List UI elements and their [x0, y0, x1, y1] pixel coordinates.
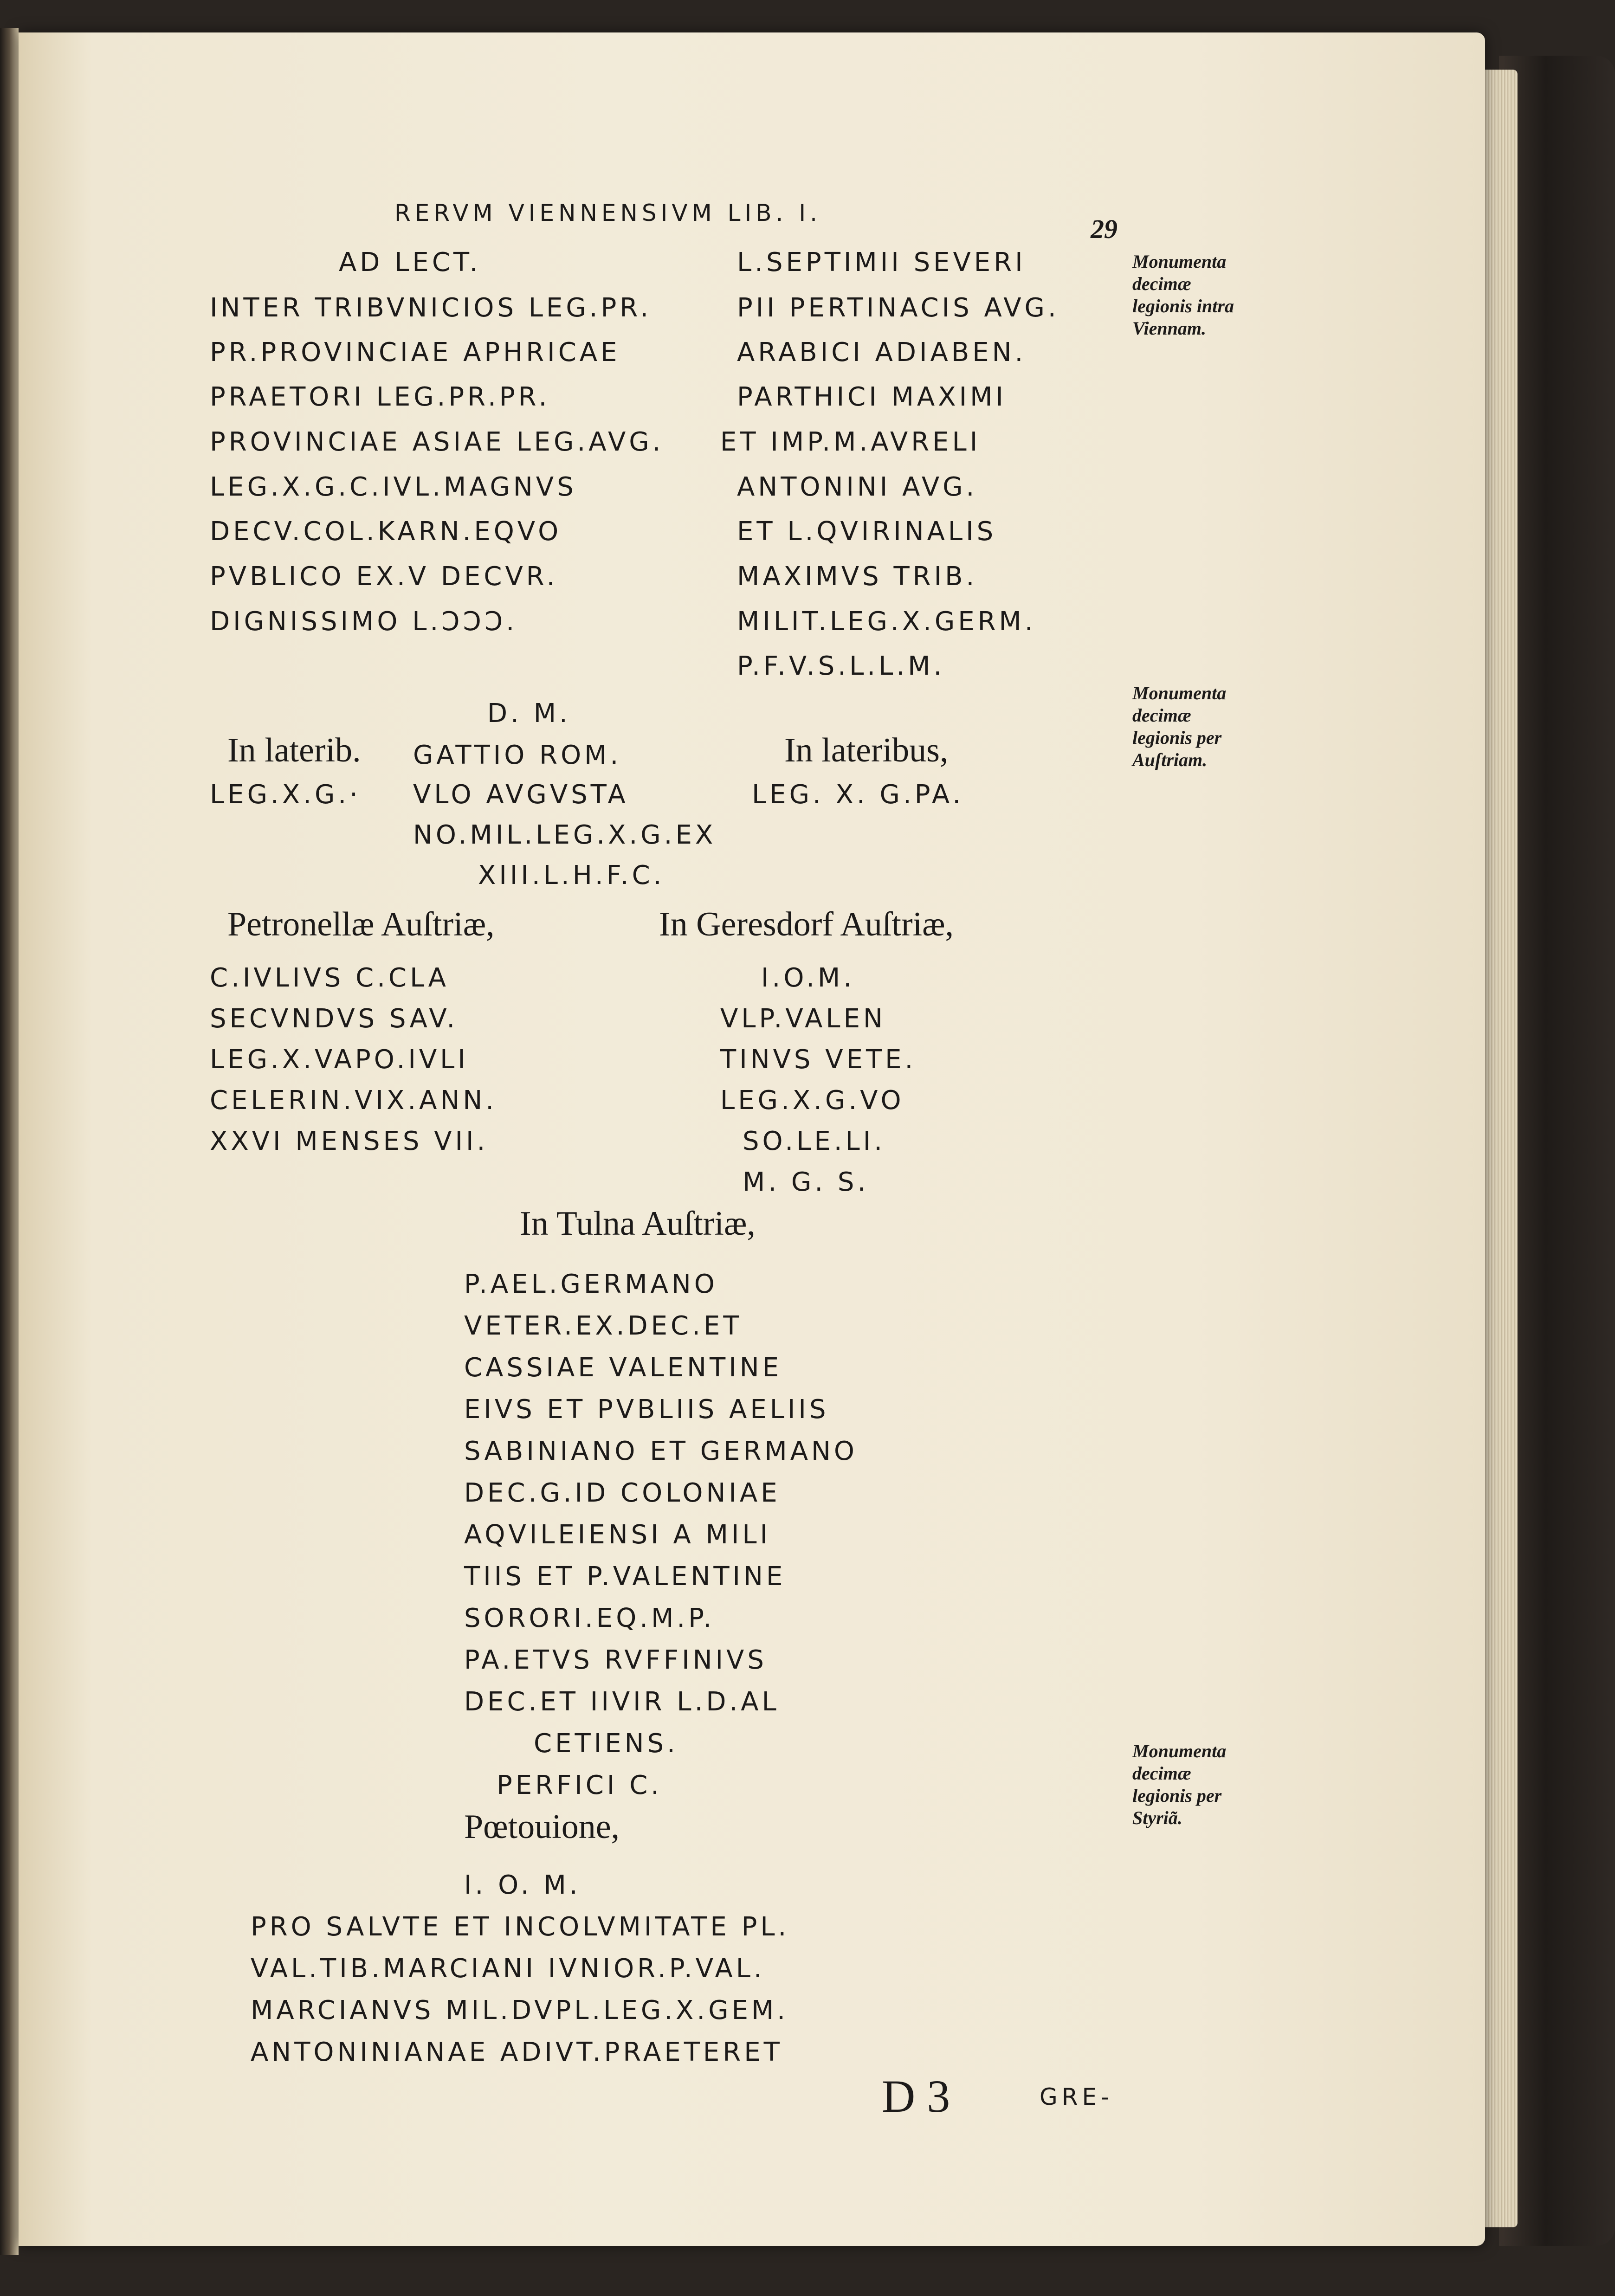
inscription-1-right-line: ET L.QVIRINALIS: [737, 516, 997, 547]
geresdorf-line: VLP.VALEN: [720, 1004, 886, 1034]
tulna-line: PERFICI C.: [497, 1770, 663, 1800]
poetovione-heading: Pœtouione,: [464, 1808, 620, 1846]
geresdorf-line: M. G. S.: [743, 1167, 869, 1197]
tulna-heading: In Tulna Auſtriæ,: [520, 1205, 756, 1243]
tulna-line: DEC.ET IIVIR L.D.AL: [464, 1687, 780, 1717]
catchword: GRE-: [1040, 2083, 1114, 2110]
poetovione-line: PRO SALVTE ET INCOLVMITATE PL.: [251, 1912, 790, 1942]
signature-mark: D 3: [882, 2070, 950, 2122]
inscription-1-right-line: P.F.V.S.L.L.M.: [737, 651, 945, 681]
tulna-line: CETIENS.: [534, 1728, 678, 1759]
petronell-line: C.IVLIVS C.CLA: [210, 963, 449, 993]
inscription-1-left-line: PROVINCIAE ASIAE LEG.AVG.: [210, 427, 664, 457]
poetovione-line: MARCIANVS MIL.DVPL.LEG.X.GEM.: [251, 1995, 789, 2025]
petronell-heading: Petronellæ Auſtriæ,: [227, 905, 495, 943]
geresdorf-line: TINVS VETE.: [720, 1045, 917, 1075]
folio-number: 29: [1091, 214, 1118, 244]
inscription-1-right-line: PARTHICI MAXIMI: [737, 382, 1007, 412]
margin-note: Monumenta decimæ legionis intra Viennam.: [1132, 251, 1234, 339]
tulna-line: CASSIAE VALENTINE: [464, 1353, 782, 1383]
inscription-1-left-line: PVBLICO EX.V DECVR.: [210, 561, 558, 592]
poetovione-line: I. O. M.: [464, 1870, 581, 1900]
tulna-line: DEC.G.ID COLONIAE: [464, 1478, 781, 1508]
in-lateribus-right-text: LEG. X. G.PA.: [752, 780, 964, 810]
inscription-2-center-line: NO.MIL.LEG.X.G.EX: [413, 820, 717, 850]
petronell-line: LEG.X.VAPO.IVLI: [210, 1045, 469, 1075]
inscription-2-center-line: VLO AVGVSTA: [413, 780, 629, 810]
inscription-1-left-line: LEG.X.G.C.IVL.MAGNVS: [210, 472, 577, 502]
poetovione-line: VAL.TIB.MARCIANI IVNIOR.P.VAL.: [251, 1954, 765, 1984]
inscription-2-center-line: XIII.L.H.F.C.: [478, 860, 665, 890]
in-lateribus-right-heading: In lateribus,: [784, 731, 949, 769]
inscription-1-right-line: PII PERTINACIS AVG.: [737, 293, 1059, 323]
tulna-line: SORORI.EQ.M.P.: [464, 1603, 715, 1633]
tulna-line: EIVS ET PVBLIIS AELIIS: [464, 1394, 829, 1425]
geresdorf-line: SO.LE.LI.: [743, 1126, 886, 1156]
left-page-edge: [0, 28, 19, 2255]
tulna-line: TIIS ET P.VALENTINE: [464, 1561, 786, 1592]
running-head: RERVM VIENNENSIVM LIB. I.: [394, 200, 821, 226]
inscription-1-right-line: ARABICI ADIABEN.: [737, 337, 1027, 368]
inscription-1-left-line: DECV.COL.KARN.EQVO: [210, 516, 562, 547]
inscription-1-left-line: PRAETORI LEG.PR.PR.: [210, 382, 550, 412]
tulna-line: SABINIANO ET GERMANO: [464, 1436, 858, 1466]
geresdorf-line: I.O.M.: [761, 963, 855, 993]
margin-note: Monumenta decimæ legionis per Auſtriam.: [1132, 683, 1227, 770]
inscription-1-left-line: PR.PROVINCIAE APHRICAE: [210, 337, 620, 368]
inscription-1-right-line: ANTONINI AVG.: [737, 472, 978, 502]
inscription-2-center-line: GATTIO ROM.: [413, 740, 622, 770]
inscription-1-right-line: L.SEPTIMII SEVERI: [737, 247, 1026, 277]
inscription-1-left-line: INTER TRIBVNICIOS LEG.PR.: [210, 293, 652, 323]
inscription-1-left-line: AD LECT.: [339, 247, 481, 277]
in-lateribus-left-heading: In laterib.: [227, 731, 361, 769]
poetovione-line: ANTONINIANAE ADIVT.PRAETERET: [251, 2037, 783, 2067]
inscription-1-right-line: MILIT.LEG.X.GERM.: [737, 606, 1036, 637]
inscription-1-right-line: ET IMP.M.AVRELI: [720, 427, 981, 457]
petronell-line: CELERIN.VIX.ANN.: [210, 1085, 497, 1116]
geresdorf-heading: In Geresdorf Auſtriæ,: [659, 905, 954, 943]
petronell-line: SECVNDVS SAV.: [210, 1004, 459, 1034]
tulna-line: PA.ETVS RVFFINIVS: [464, 1645, 767, 1675]
petronell-line: XXVI MENSES VII.: [210, 1126, 489, 1156]
tulna-line: AQVILEIENSI A MILI: [464, 1520, 771, 1550]
in-lateribus-left-text: LEG.X.G.·: [210, 780, 361, 810]
inscription-2-center-line: D. M.: [487, 698, 571, 729]
margin-note: Monumenta decimæ legionis per Styriã.: [1132, 1741, 1227, 1828]
tulna-line: P.AEL.GERMANO: [464, 1269, 718, 1299]
inscription-1-left-line: DIGNISSIMO L.ƆƆƆ.: [210, 606, 518, 637]
geresdorf-line: LEG.X.G.VO: [720, 1085, 904, 1116]
tulna-line: VETER.EX.DEC.ET: [464, 1311, 743, 1341]
book-page: [19, 32, 1485, 2246]
inscription-1-right-line: MAXIMVS TRIB.: [737, 561, 978, 592]
